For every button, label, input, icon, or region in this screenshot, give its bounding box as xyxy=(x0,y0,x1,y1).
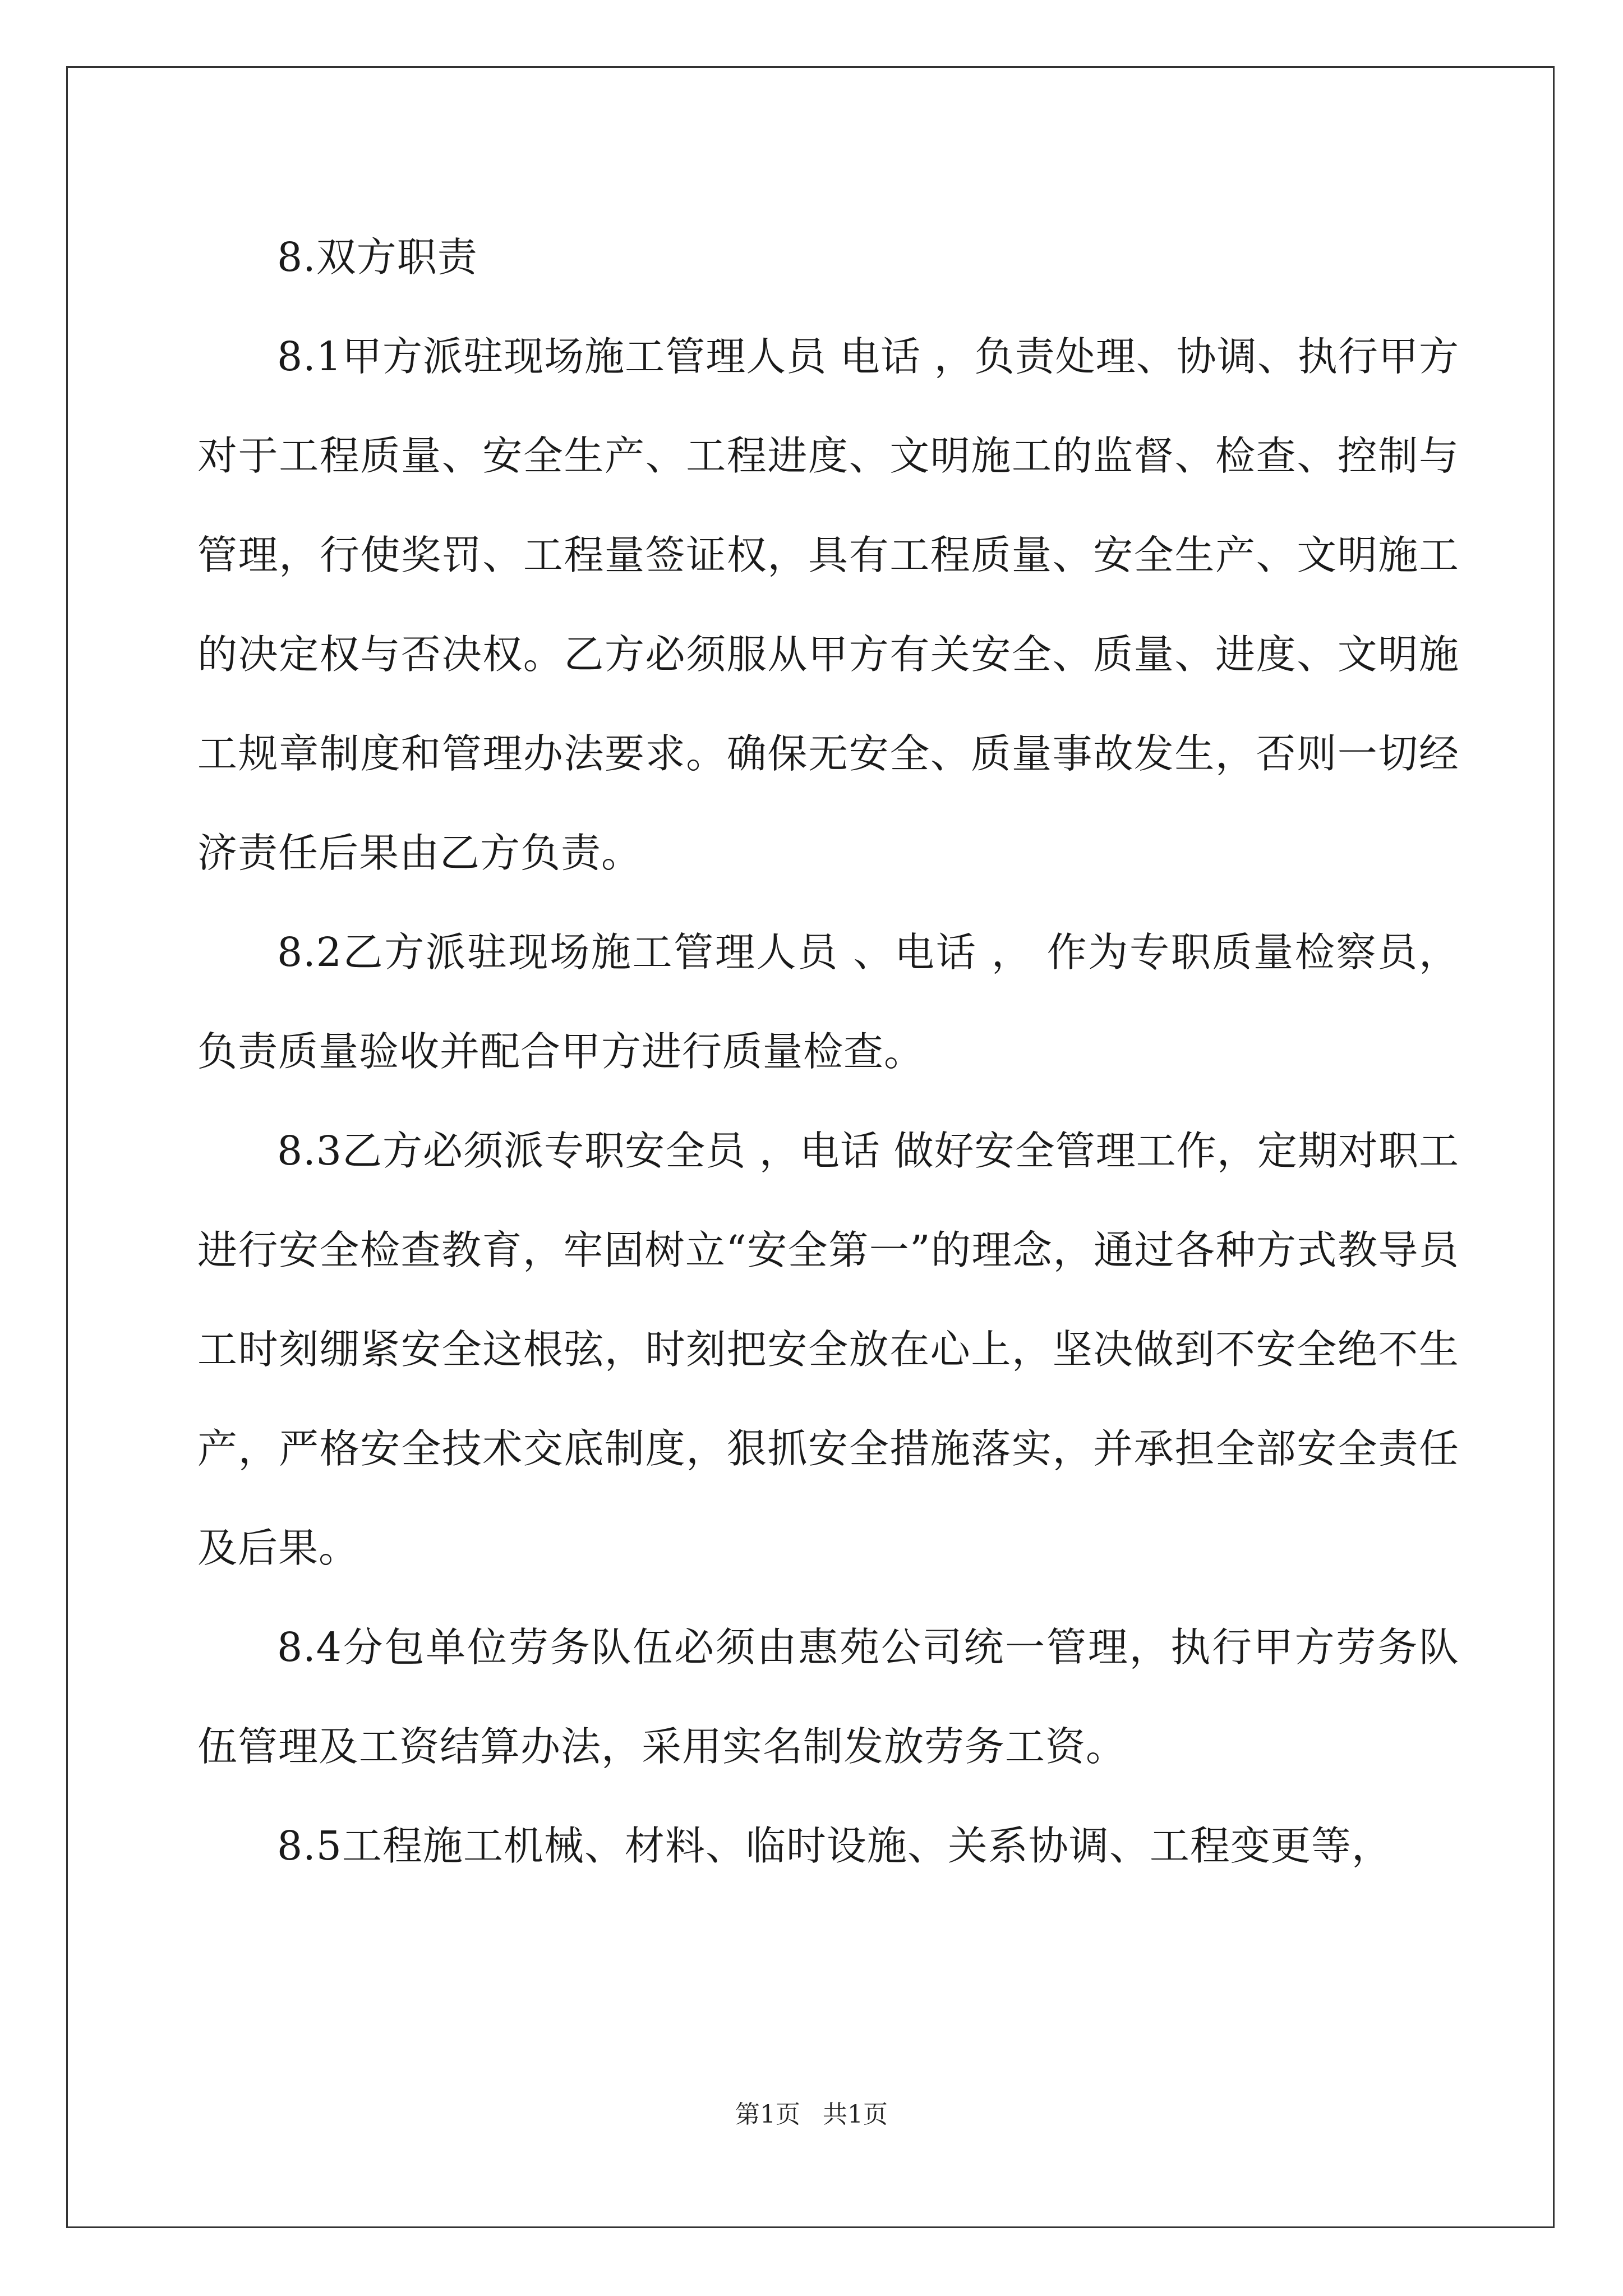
document-body xyxy=(197,208,1459,1895)
page-total: 共1页 xyxy=(823,2100,888,2129)
paragraph-8-1: 8.1甲方派驻现场施工管理人员 电话 ，负责处理、协调、执行甲方对于工程质量、安全生产、工程进度、文明施工的监督、检查、控制与管理，行使奖罚、工程量签证权，具有工程质量、安全生产、文明施工的决定权与否决权。乙方必须服从甲方有关安全、质量、进度、文明施工规章制度和管理办法要求。确保无安全、质量事故发生，否则一切经济责任后果由乙方负责。 xyxy=(197,333,1459,876)
paragraph-8-3: 8.3乙方必须派专职安全员 ，电话 做好安全管理工作，定期对职工进行安全检查教育，牢固树立“安全第一”的理念，通过各种方式教导员工时刻绷紧安全这根弦，时刻把安全放在心上，坚决做到不安全绝不生产，严格安全技术交底制度，狠抓安全措施落实，并承担全部安全责任及后果。 xyxy=(197,1128,1459,1571)
page-number: 第1页 xyxy=(735,2100,800,2129)
paragraph-8-5: 8.5工程施工机械、材料、临时设施、关系协调、工程变更等， xyxy=(277,1823,1392,1869)
paragraph-8-2: 8.2乙方派驻现场施工管理人员 、电话 ， 作为专职质量检察员，负责质量验收并配合甲方进行质量检查。 xyxy=(197,929,1459,1075)
page-footer xyxy=(0,2098,1623,2132)
paragraph-8-4: 8.4分包单位劳务队伍必须由惠苑公司统一管理，执行甲方劳务队伍管理及工资结算办法，采用实名制发放劳务工资。 xyxy=(197,1624,1459,1770)
section-heading: 8.双方职责 xyxy=(277,234,478,280)
